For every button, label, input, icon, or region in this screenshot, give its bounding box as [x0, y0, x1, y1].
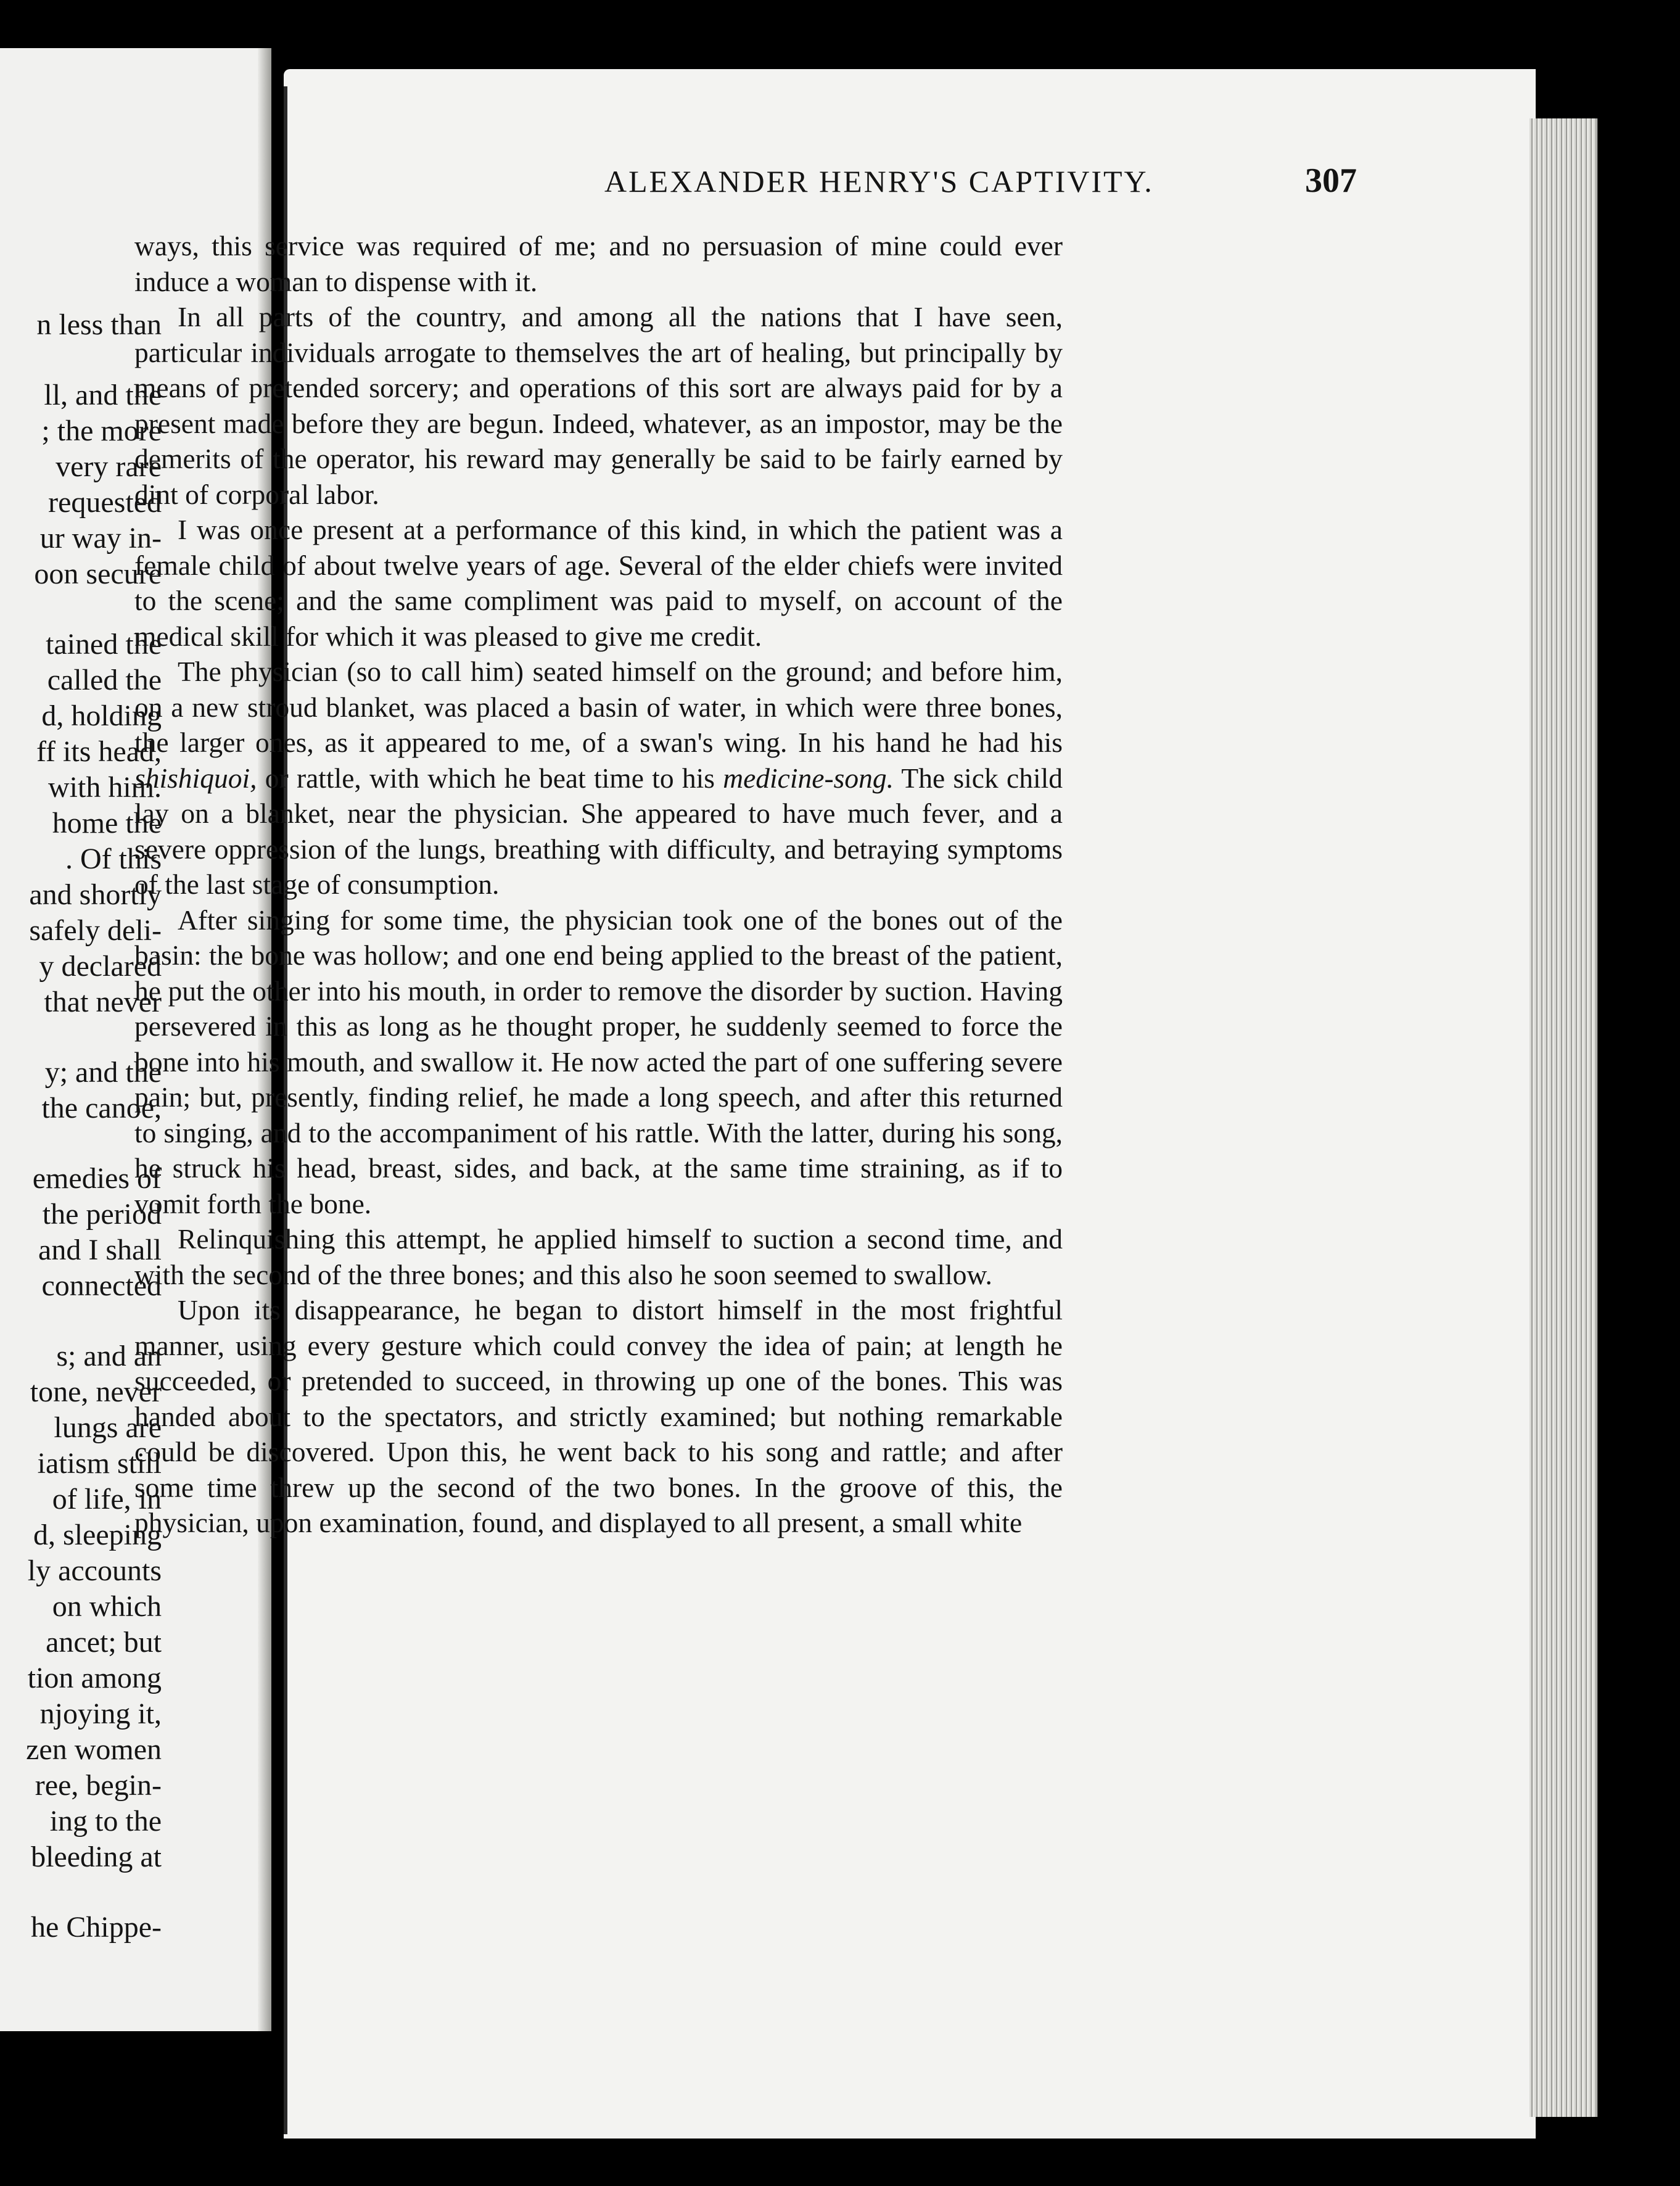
facing-page-line: he Chippe-	[31, 1911, 162, 1944]
paragraph-5: After singing for some time, the physician took one of the bones out of the basin: the bone was hollow; and one end being applied to the breast of the patient, he put the other into his mouth, in order to remove the disorder by suction. Having persevered in this as long as he thought proper, he suddenly seemed to force the bone into his mouth, and swallow it. He now acted the part of one suffering severe pain; but, presently, finding relief, he made a long speech, and after this returned to singing, and to the accompaniment of his rattle. With the latter, during his song, he struck his head, breast, sides, and back, at the same time straining, as if to vomit forth the bone.	[134, 904, 1063, 1219]
facing-page-line: tion among	[27, 1662, 162, 1694]
facing-page-line: on which	[52, 1590, 162, 1623]
facing-page-line: oon secure	[34, 558, 162, 590]
paragraph-4-part-b: or rattle, with which he beat time to his	[257, 762, 723, 794]
facing-page-line: ur way in-	[39, 522, 162, 555]
page-number: 307	[1305, 162, 1357, 200]
facing-page-line: y; and the	[44, 1056, 162, 1089]
page-edges	[1530, 118, 1597, 2117]
facing-page-line: that never	[44, 986, 162, 1018]
paragraph-2: In all parts of the country, and among all the nations that I have seen, particular individuals arrogate to themselves the art of healing, but principally by means of pretended sorcery; and operations of this sort are always paid for by a present made before they are begun. Indeed, whatever, as an impostor, may be the demerits of the operator, his reward may generally be said to be fairly earned by dint of corporal labor.	[134, 301, 1063, 510]
facing-page-line: with him.	[47, 771, 162, 804]
facing-page-line: iatism still	[37, 1447, 162, 1480]
facing-page-line: the period	[42, 1198, 162, 1231]
facing-page-line: very rare	[56, 450, 162, 483]
facing-page-line: emedies of	[32, 1162, 162, 1195]
facing-page-line: d, sleeping	[33, 1519, 162, 1551]
facing-page-line: safely deli-	[29, 914, 162, 947]
facing-page-line: tained the	[46, 628, 162, 661]
paragraph-6: Relinquishing this attempt, he applied himself to suction a second time, and with the second of the three bones; and this also he soon seemed to swallow.	[134, 1223, 1063, 1290]
facing-page-line: tone, never	[30, 1376, 162, 1408]
paragraph-1: ways, this service was required of me; and no persuasion of mine could ever induce a woman to dispense with it.	[134, 230, 1063, 297]
paragraph-7: Upon its disappearance, he began to distort himself in the most frightful manner, using every gesture which could convey the idea of pain; at length he succeeded, or pretended to succeed, in throwing up one of the bones. This was handed about to the spectators, and strictly examined; but nothing remarkable could be discovered. Upon this, he went back to his song and rattle; and after some time threw up the second of the two bones. In the groove of this, the physician, upon examination, found, and displayed to all present, a small white	[134, 1294, 1063, 1538]
facing-page-line: n less than	[36, 308, 162, 341]
page-header	[321, 163, 1357, 213]
facing-page-line: called the	[47, 664, 162, 696]
facing-page-line	[0, 1875, 162, 1910]
term-shishiquoi: shishiquoi,	[134, 762, 257, 794]
facing-page-line: and I shall	[38, 1234, 162, 1266]
facing-page-line: ; the more	[41, 415, 162, 447]
term-medicine-song: medicine-song.	[723, 762, 894, 794]
body-text	[134, 228, 1063, 1541]
facing-page-line: zen women	[26, 1733, 162, 1766]
facing-page-line: of life, in	[52, 1483, 162, 1516]
facing-page-line: requested	[48, 486, 162, 519]
facing-page-line: ff its head,	[36, 735, 162, 768]
facing-page-line: and shortly	[29, 878, 162, 911]
facing-page-line: lungs are	[54, 1411, 162, 1444]
facing-page-line: d, holding	[41, 699, 162, 732]
paragraph-4-part-c: The sick child lay on a blanket, near the physician. She appeared to have much fever, and a severe oppression of the lungs, breathing with difficulty, and betraying symptoms of the last stage of consumption.	[134, 762, 1063, 900]
facing-page-line: ancet; but	[46, 1626, 162, 1659]
facing-page-line: ree, begin-	[35, 1769, 162, 1802]
facing-page-line: y declared	[39, 950, 162, 983]
facing-page-line: ly accounts	[27, 1554, 162, 1587]
paragraph-4-part-a: The physician (so to call him) seated himself on the ground; and before him, on a new stroud blanket, was placed a basin of water, in which were three bones, the larger ones, as it appeared to me, of a swan's wing. In his hand he had his	[134, 656, 1063, 758]
facing-page-line: njoying it,	[39, 1697, 162, 1730]
paragraph-4	[134, 654, 1063, 902]
facing-page-line: ing to the	[49, 1805, 162, 1837]
facing-page-line: connected	[41, 1269, 162, 1302]
paragraph-3: I was once present at a performance of this kind, in which the patient was a female child of about twelve years of age. Several of the elder chiefs were invited to the scene; and the same compliment was paid to myself, on account of the medical skill for which it was pleased to give me credit.	[134, 514, 1063, 652]
facing-page-line: s; and an	[56, 1340, 162, 1372]
facing-page-line: bleeding at	[31, 1841, 162, 1873]
facing-page-line: . Of this	[65, 843, 162, 875]
facing-page-line: home the	[52, 807, 162, 839]
running-head: ALEXANDER HENRY'S CAPTIVITY.	[604, 164, 1154, 199]
facing-page-line: the canoe,	[41, 1092, 162, 1124]
facing-page-line: ll, and the	[44, 379, 162, 411]
